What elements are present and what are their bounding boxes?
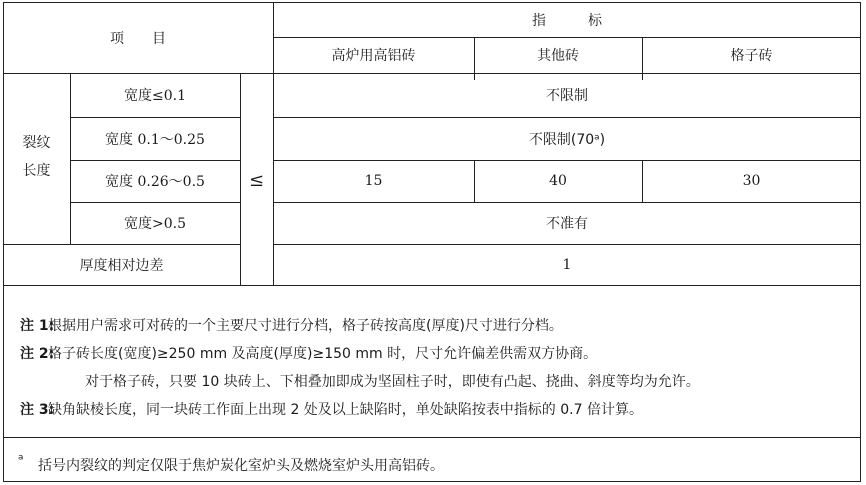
- note-2-text: 格子砖长度(宽度)≥250 mm 及高度(厚度)≥150 mm 时，尺寸允许偏差供需双方协商。: [48, 346, 598, 362]
- thickness-value: 1: [562, 256, 572, 273]
- rule: [3, 285, 861, 286]
- note-1-tag: 注 1:: [20, 318, 55, 334]
- row-value-other: 40: [549, 173, 567, 189]
- row-value-width-2: 不限制(70ᵃ): [528, 131, 606, 148]
- header-col-blast-furnace: 高炉用高铝砖: [331, 48, 416, 64]
- header-col-other: 其他砖: [537, 48, 579, 64]
- footnote-mark: ᵃ: [18, 452, 24, 468]
- note-3-text: 缺角缺棱长度，同一块砖工作面上出现 2 处及以上缺陷时，单处缺陷按表中指标的 0.7 倍计算。: [48, 402, 643, 418]
- header-col-checker: 格子砖: [730, 48, 773, 64]
- header-indicator: 指 标: [532, 12, 602, 29]
- note-2-tag: 注 2:: [20, 346, 55, 362]
- row-label-width-4: 宽度>0.5: [124, 216, 186, 232]
- footnote-text: 括号内裂纹的判定仅限于焦炉炭化室炉头及燃烧室炉头用高铝砖。: [38, 458, 444, 474]
- note-3-tag: 注 3:: [20, 402, 55, 418]
- header-item: 项 目: [110, 30, 166, 47]
- rule: [3, 437, 861, 438]
- row-value-width-4: 不准有: [546, 216, 588, 232]
- row-value-blast-furnace: 15: [364, 173, 383, 189]
- row-value-width-1: 不限制: [546, 88, 588, 104]
- crack-label-line1: 裂纹: [22, 135, 51, 151]
- le-symbol: ≤: [248, 170, 265, 191]
- row-value-checker: 30: [742, 173, 761, 189]
- note-1-text: 根据用户需求可对砖的一个主要尺寸进行分档，格子砖按高度(厚度)尺寸进行分档。: [48, 318, 563, 334]
- row-label-width-3: 宽度 0.26～0.5: [105, 174, 205, 190]
- row-label-width-2: 宽度 0.1～0.25: [105, 131, 205, 148]
- thickness-label: 厚度相对边差: [79, 257, 164, 274]
- note-2-continued: 对于格子砖，只要 10 块砖上、下相叠加即成为坚固柱子时，即使有凸起、挠曲、斜度等均为允许。: [85, 374, 700, 390]
- row-label-width-1: 宽度≤0.1: [124, 88, 186, 104]
- crack-label-line2: 长度: [22, 163, 51, 179]
